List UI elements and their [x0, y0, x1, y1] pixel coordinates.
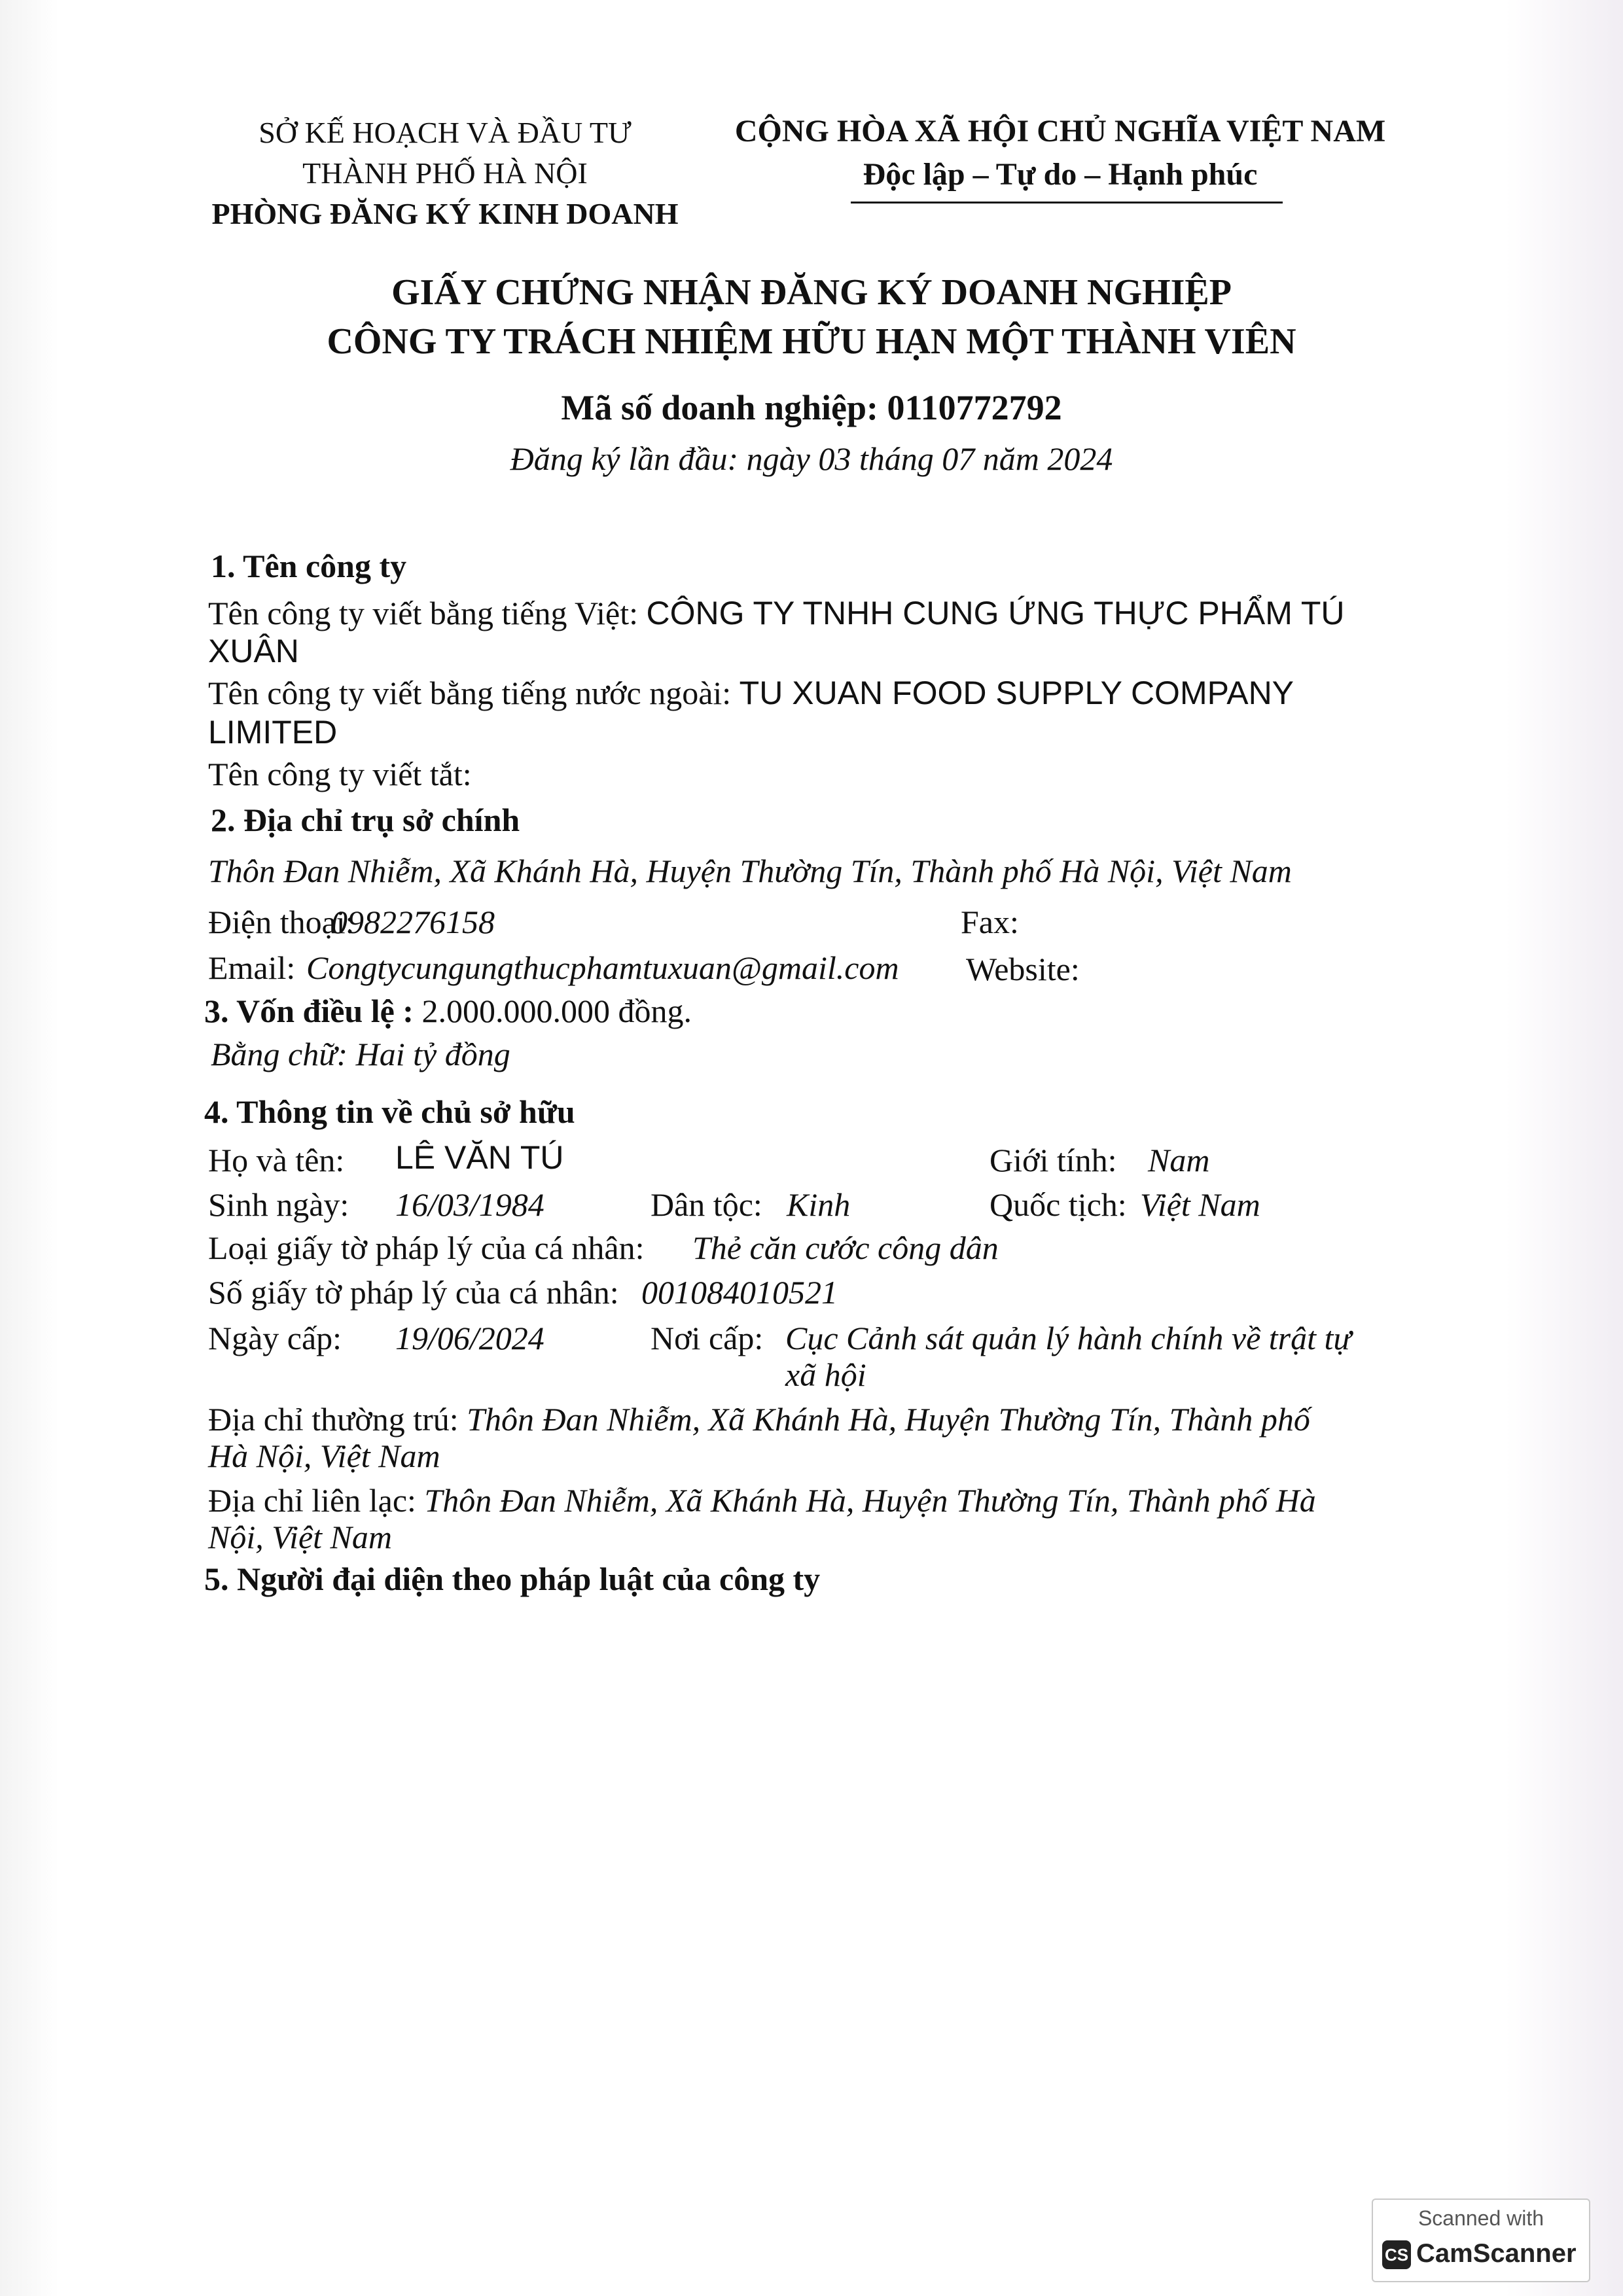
- vn-name-value-cont: XUÂN: [208, 633, 299, 669]
- id-number-value: 001084010521: [641, 1274, 838, 1311]
- owner-name: LÊ VĂN TÚ: [395, 1139, 564, 1176]
- head-office-address: Thôn Đan Nhiễm, Xã Khánh Hà, Huyện Thường Tín, Thành phố Hà Nội, Việt Nam: [208, 853, 1292, 889]
- motto: Độc lập – Tự do – Hạnh phúc: [863, 157, 1258, 192]
- vn-name-label: Tên công ty viết bằng tiếng Việt:: [208, 595, 639, 631]
- website-label: Website:: [966, 951, 1080, 987]
- issuing-authority: [183, 113, 707, 234]
- foreign-name-value-cont: LIMITED: [208, 714, 338, 751]
- owner-name-label: Họ và tên:: [208, 1142, 345, 1178]
- phone-label: Điện thoại:: [208, 904, 355, 940]
- ethnicity-label: Dân tộc:: [651, 1186, 762, 1223]
- abbr-name-label: Tên công ty viết tắt:: [208, 756, 472, 792]
- section-5-heading: 5. Người đại diện theo pháp luật của công ty: [204, 1561, 821, 1597]
- permanent-address-value: Thôn Đan Nhiễm, Xã Khánh Hà, Huyện Thường Tín, Thành phố: [467, 1401, 1310, 1438]
- capital-in-words: Bằng chữ: Hai tỷ đồng: [211, 1036, 510, 1072]
- contact-address-line: [208, 1481, 1316, 1519]
- nationality-label: Quốc tịch:: [990, 1186, 1127, 1223]
- charter-capital-amount: 2.000.000.000 đồng.: [421, 993, 692, 1029]
- certificate-title: GIẤY CHỨNG NHẬN ĐĂNG KÝ DOANH NGHIỆP: [391, 272, 1232, 313]
- scan-edge-right: [1505, 0, 1623, 2296]
- company-type-title: CÔNG TY TRÁCH NHIỆM HỮU HẠN MỘT THÀNH VIÊN: [327, 321, 1296, 362]
- gender-value: Nam: [1148, 1142, 1210, 1178]
- permanent-address-label: Địa chỉ thường trú:: [208, 1401, 459, 1438]
- id-number-label: Số giấy tờ pháp lý của cá nhân:: [208, 1274, 619, 1311]
- scan-edge-left: [0, 0, 59, 2296]
- camscanner-logo-icon: CS: [1382, 2240, 1411, 2269]
- vn-name-value: CÔNG TY TNHH CUNG ỨNG THỰC PHẨM TÚ: [646, 595, 1345, 631]
- issue-place-value: Cục Cảnh sát quản lý hành chính về trật tự: [785, 1320, 1351, 1356]
- ethnicity-value: Kinh: [787, 1186, 851, 1223]
- enterprise-code: 0110772792: [887, 388, 1062, 427]
- authority-line-3: PHÒNG ĐĂNG KÝ KINH DOANH: [211, 197, 679, 230]
- national-title: CỘNG HÒA XÃ HỘI CHỦ NGHĨA VIỆT NAM: [734, 114, 1386, 149]
- section-2-heading: 2. Địa chỉ trụ sở chính: [211, 802, 520, 838]
- permanent-address-value-cont: Hà Nội, Việt Nam: [208, 1438, 440, 1474]
- contact-address-label: Địa chỉ liên lạc:: [208, 1482, 416, 1519]
- camscanner-brand: CamScanner: [1416, 2239, 1577, 2268]
- authority-line-2: THÀNH PHỐ HÀ NỘI: [302, 156, 588, 190]
- issue-place-label: Nơi cấp:: [651, 1320, 764, 1356]
- charter-capital-line: [204, 992, 692, 1030]
- email-label: Email:: [208, 949, 296, 986]
- phone-value: 0982276158: [331, 904, 495, 940]
- id-type-value: Thẻ căn cước công dân: [692, 1229, 999, 1266]
- enterprise-code-label: Mã số doanh nghiệp:: [561, 388, 879, 427]
- first-registration-date: Đăng ký lần đầu: ngày 03 tháng 07 năm 2024: [510, 440, 1113, 477]
- section-1-heading: 1. Tên công ty: [211, 548, 407, 584]
- national-motto: [733, 110, 1387, 196]
- dob-value: 16/03/1984: [395, 1186, 544, 1223]
- contact-address-value-cont: Nội, Việt Nam: [208, 1519, 393, 1555]
- authority-line-1: SỞ KẾ HOẠCH VÀ ĐẦU TƯ: [259, 116, 632, 149]
- nationality-value: Việt Nam: [1140, 1186, 1260, 1223]
- camscanner-watermark: [1372, 2199, 1590, 2282]
- foreign-name-label: Tên công ty viết bằng tiếng nước ngoài:: [208, 675, 732, 711]
- enterprise-code-line: [157, 387, 1466, 428]
- vn-name-line: [208, 594, 1345, 632]
- section-4-heading: 4. Thông tin về chủ sở hữu: [204, 1093, 575, 1130]
- dob-label: Sinh ngày:: [208, 1186, 349, 1223]
- foreign-name-value: TU XUAN FOOD SUPPLY COMPANY: [739, 675, 1294, 711]
- id-type-label: Loại giấy tờ pháp lý của cá nhân:: [208, 1229, 645, 1266]
- foreign-name-line: [208, 674, 1294, 712]
- fax-label: Fax:: [961, 904, 1019, 940]
- issue-date-value: 19/06/2024: [395, 1320, 544, 1356]
- gender-label: Giới tính:: [990, 1142, 1117, 1178]
- scanned-with-text: Scanned with: [1418, 2206, 1544, 2230]
- issue-date-label: Ngày cấp:: [208, 1320, 342, 1356]
- permanent-address-line: [208, 1400, 1310, 1438]
- issue-place-value-cont: xã hội: [785, 1356, 866, 1393]
- section-3-heading: 3. Vốn điều lệ :: [204, 993, 414, 1029]
- contact-address-value: Thôn Đan Nhiễm, Xã Khánh Hà, Huyện Thường Tín, Thành phố Hà: [424, 1482, 1316, 1519]
- motto-underline: [851, 202, 1283, 203]
- email-value: Congtycungungthucphamtuxuan@gmail.com: [306, 949, 899, 986]
